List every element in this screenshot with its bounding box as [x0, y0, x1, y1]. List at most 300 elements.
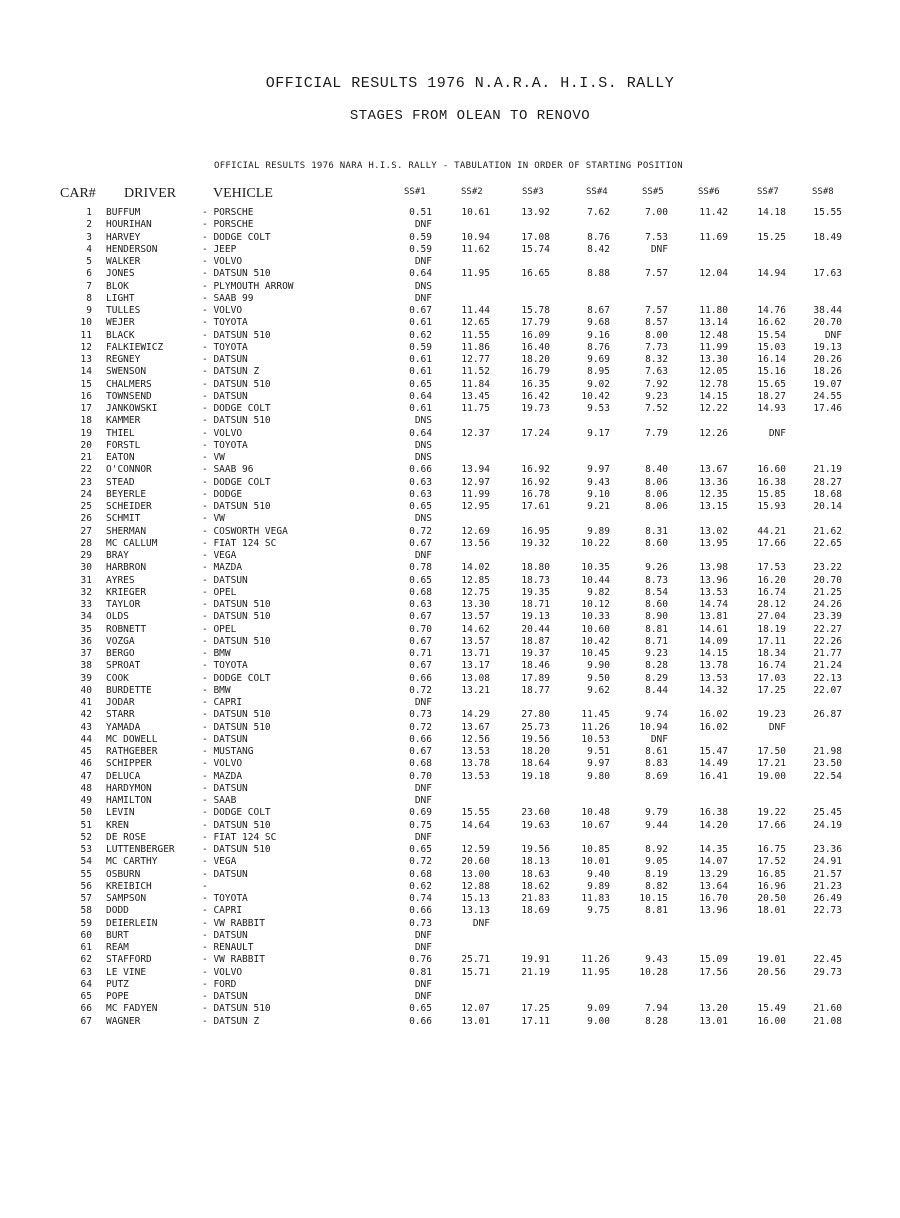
car-number: 2	[86, 219, 92, 231]
stage-time-ss1: 0.67	[409, 746, 432, 757]
stage-time-ss1: DNF	[414, 782, 432, 794]
stage-time-ss3: 19.63	[521, 819, 550, 831]
stage-time-ss5: 7.73	[645, 341, 668, 353]
stage-time-ss1: 0.63	[409, 488, 432, 500]
vehicle-name: - DATSUN Z	[202, 366, 260, 378]
stage-time-ss6: 13.96	[699, 574, 728, 586]
stage-time-ss7: 16.74	[757, 660, 786, 672]
stage-time-ss5: 8.06	[645, 501, 668, 512]
stage-time-ss7: 20.56	[757, 966, 786, 978]
driver-name: MC CALLUM	[106, 537, 158, 549]
vehicle-name: - DATSUN 510	[202, 819, 271, 831]
stage-time-ss1: 0.66	[409, 733, 432, 745]
driver-name: BRAY	[106, 550, 129, 561]
car-number: 13	[80, 354, 92, 365]
car-number: 29	[80, 550, 92, 561]
stage-time-ss3: 17.08	[521, 231, 550, 243]
stage-time-ss3: 18.13	[521, 856, 550, 868]
stage-time-ss3: 17.11	[521, 1015, 550, 1027]
stage-time-ss6: 14.15	[699, 648, 728, 659]
driver-name: STEAD	[106, 476, 135, 488]
stage-time-ss3: 19.18	[521, 770, 550, 782]
stage-time-ss1: 0.61	[409, 366, 432, 378]
stage-time-ss8: 22.07	[813, 684, 842, 696]
stage-time-ss5: 8.54	[645, 586, 668, 598]
stage-time-ss4: 10.22	[581, 537, 610, 549]
stage-time-ss3: 18.63	[521, 868, 550, 880]
stage-time-ss1: 0.65	[409, 501, 432, 512]
vehicle-name: - FORD	[202, 978, 237, 990]
table-row	[0, 366, 900, 378]
stage-time-ss4: 9.21	[587, 501, 610, 512]
stage-time-ss6: 13.96	[699, 905, 728, 917]
stage-time-ss3: 27.80	[521, 709, 550, 721]
stage-time-ss7: 14.93	[757, 403, 786, 414]
stage-time-ss5: 7.79	[645, 427, 668, 439]
stage-time-ss8: 15.55	[813, 207, 842, 218]
stage-time-ss6: 13.98	[699, 562, 728, 574]
vehicle-name: - TOYOTA	[202, 341, 248, 353]
stage-time-ss1: DNF	[414, 831, 432, 843]
vehicle-name: - SAAB 99	[202, 292, 254, 304]
table-row	[0, 893, 900, 905]
driver-name: WEJER	[106, 317, 135, 329]
driver-name: MC FADYEN	[106, 1003, 158, 1015]
stage-time-ss8: 21.98	[813, 746, 842, 757]
stage-time-ss7: 17.50	[757, 746, 786, 757]
stage-time-ss2: 12.97	[461, 476, 490, 488]
stage-time-ss2: 11.95	[461, 268, 490, 280]
stage-time-ss1: 0.59	[409, 231, 432, 243]
vehicle-name: - VEGA	[202, 856, 237, 868]
stage-time-ss7: 17.03	[757, 672, 786, 684]
stage-time-ss1: 0.51	[409, 207, 432, 218]
stage-time-ss1: DNF	[414, 978, 432, 990]
stage-time-ss4: 9.00	[587, 1015, 610, 1027]
driver-name: COOK	[106, 672, 129, 684]
stage-time-ss1: DNF	[414, 795, 432, 806]
table-row	[0, 734, 900, 746]
stage-time-ss5: 7.63	[645, 366, 668, 378]
stage-time-ss6: 14.61	[699, 623, 728, 635]
stage-time-ss2: 13.67	[461, 721, 490, 733]
driver-name: DEIERLEIN	[106, 917, 158, 929]
stage-time-ss5: 9.05	[645, 856, 668, 868]
driver-name: OLDS	[106, 611, 129, 623]
driver-name: WAGNER	[106, 1015, 141, 1027]
header-ss8: SS#8	[812, 187, 834, 197]
driver-name: LUTTENBERGER	[106, 844, 175, 855]
stage-time-ss2: 12.65	[461, 317, 490, 329]
stage-time-ss1: 0.74	[409, 893, 432, 904]
stage-time-ss1: 0.66	[409, 464, 432, 476]
table-row	[0, 709, 900, 721]
stage-time-ss5: 8.00	[645, 329, 668, 341]
car-number: 52	[80, 831, 92, 843]
stage-time-ss5: 8.32	[645, 354, 668, 365]
vehicle-name: - VOLVO	[202, 758, 243, 770]
vehicle-name: - DATSUN 510	[202, 268, 271, 280]
stage-time-ss5: 8.60	[645, 599, 668, 610]
table-row	[0, 697, 900, 709]
stage-time-ss1: DNF	[414, 219, 432, 231]
stage-time-ss4: 10.85	[581, 844, 610, 855]
table-row	[0, 991, 900, 1003]
driver-name: SAMPSON	[106, 893, 147, 904]
stage-time-ss8: 18.68	[813, 488, 842, 500]
stage-time-ss8: 18.49	[813, 231, 842, 243]
driver-name: DODD	[106, 905, 129, 917]
table-row	[0, 379, 900, 391]
driver-name: HARBRON	[106, 562, 147, 574]
stage-time-ss6: 13.01	[699, 1015, 728, 1027]
stage-time-ss4: 9.50	[587, 672, 610, 684]
stage-time-ss8: 24.55	[813, 390, 842, 402]
stage-time-ss7: 15.85	[757, 488, 786, 500]
vehicle-name: - VW RABBIT	[202, 954, 265, 966]
stage-time-ss5: 9.44	[645, 819, 668, 831]
car-number: 51	[80, 819, 92, 831]
stage-time-ss4: 9.17	[587, 427, 610, 439]
table-row	[0, 599, 900, 611]
results-title: OFFICIAL RESULTS 1976 N.A.R.A. H.I.S. RALLY	[265, 75, 675, 92]
stage-time-ss3: 19.35	[521, 586, 550, 598]
driver-name: SCHIPPER	[106, 758, 152, 770]
vehicle-name: - DATSUN 510	[202, 635, 271, 647]
stage-time-ss4: 9.80	[587, 770, 610, 782]
stage-time-ss7: 16.74	[757, 586, 786, 598]
table-row	[0, 820, 900, 832]
header-ss7: SS#7	[757, 187, 779, 197]
stage-time-ss4: 10.45	[581, 648, 610, 659]
stage-time-ss4: 9.09	[587, 1003, 610, 1015]
stage-time-ss5: 7.52	[645, 403, 668, 414]
car-number: 20	[80, 439, 92, 451]
stage-time-ss4: 10.44	[581, 574, 610, 586]
car-number: 28	[80, 537, 92, 549]
car-number: 36	[80, 635, 92, 647]
stage-time-ss6: 13.67	[699, 464, 728, 476]
stage-time-ss3: 19.13	[521, 611, 550, 623]
stage-time-ss7: 16.62	[757, 317, 786, 329]
stage-time-ss1: 0.81	[409, 966, 432, 978]
stage-time-ss2: 12.77	[461, 354, 490, 365]
stage-time-ss8: 24.26	[813, 599, 842, 610]
stage-time-ss7: 27.04	[757, 611, 786, 623]
stage-time-ss3: 18.71	[521, 599, 550, 610]
table-row	[0, 807, 900, 819]
table-row	[0, 452, 900, 464]
stage-time-ss4: 9.89	[587, 525, 610, 537]
stage-time-ss7: 28.12	[757, 599, 786, 610]
stage-time-ss2: 14.62	[461, 623, 490, 635]
table-row	[0, 722, 900, 734]
vehicle-name: - DATSUN 510	[202, 709, 271, 721]
stage-time-ss7: 18.19	[757, 623, 786, 635]
stage-time-ss5: 8.61	[645, 746, 668, 757]
stage-time-ss8: 22.73	[813, 905, 842, 917]
stage-time-ss4: 10.60	[581, 623, 610, 635]
stage-time-ss6: 11.99	[699, 341, 728, 353]
stage-time-ss4: 9.97	[587, 464, 610, 476]
driver-name: REAM	[106, 942, 129, 953]
driver-name: VOZGA	[106, 635, 135, 647]
driver-name: DELUCA	[106, 770, 141, 782]
stage-time-ss1: 0.65	[409, 1003, 432, 1015]
vehicle-name: - FIAT 124 SC	[202, 831, 277, 843]
car-number: 27	[80, 525, 92, 537]
stage-time-ss7: 15.49	[757, 1003, 786, 1015]
table-row	[0, 403, 900, 415]
car-number: 45	[80, 746, 92, 757]
stage-time-ss8: 19.07	[813, 378, 842, 390]
car-number: 12	[80, 341, 92, 353]
stage-time-ss2: 12.88	[461, 880, 490, 892]
table-row	[0, 256, 900, 268]
car-number: 15	[80, 378, 92, 390]
stage-time-ss3: 17.25	[521, 1003, 550, 1015]
stage-time-ss7: 17.53	[757, 562, 786, 574]
stage-time-ss1: DNF	[414, 929, 432, 941]
stage-time-ss6: 13.64	[699, 880, 728, 892]
stage-time-ss2: 11.75	[461, 403, 490, 414]
stage-time-ss1: 0.66	[409, 905, 432, 917]
stage-time-ss4: 11.26	[581, 721, 610, 733]
stage-time-ss4: 9.10	[587, 488, 610, 500]
stage-time-ss2: 11.44	[461, 305, 490, 316]
stage-time-ss7: 44.21	[757, 525, 786, 537]
stage-time-ss1: 0.66	[409, 672, 432, 684]
stage-time-ss2: 12.95	[461, 501, 490, 512]
stage-time-ss4: 9.69	[587, 354, 610, 365]
driver-name: MC DOWELL	[106, 733, 158, 745]
stage-time-ss1: DNS	[414, 513, 432, 525]
stage-time-ss6: 14.74	[699, 599, 728, 610]
stage-time-ss5: 7.00	[645, 207, 668, 218]
stage-time-ss5: 8.81	[645, 905, 668, 917]
table-row	[0, 844, 900, 856]
stage-time-ss7: 17.21	[757, 758, 786, 770]
driver-name: HAMILTON	[106, 795, 152, 806]
stage-time-ss7: 16.60	[757, 464, 786, 476]
vehicle-name: - MAZDA	[202, 562, 243, 574]
stage-time-ss5: DNF	[650, 733, 668, 745]
results-table-body	[0, 207, 900, 1028]
car-number: 35	[80, 623, 92, 635]
stage-time-ss6: 13.53	[699, 586, 728, 598]
stage-time-ss3: 13.92	[521, 207, 550, 218]
stage-time-ss8: 38.44	[813, 305, 842, 316]
driver-name: BLACK	[106, 329, 135, 341]
stage-time-ss4: 10.67	[581, 819, 610, 831]
table-row	[0, 636, 900, 648]
stage-time-ss4: 9.75	[587, 905, 610, 917]
stage-time-ss8: 22.54	[813, 770, 842, 782]
table-row	[0, 930, 900, 942]
table-row	[0, 244, 900, 256]
stage-time-ss3: 16.09	[521, 329, 550, 341]
stage-time-ss3: 18.80	[521, 562, 550, 574]
stage-time-ss1: 0.69	[409, 807, 432, 819]
driver-name: TULLES	[106, 305, 141, 316]
car-number: 25	[80, 501, 92, 512]
driver-name: ROBNETT	[106, 623, 147, 635]
stage-time-ss3: 18.87	[521, 635, 550, 647]
car-number: 57	[80, 893, 92, 904]
stage-time-ss4: 7.62	[587, 207, 610, 218]
stage-time-ss3: 15.74	[521, 243, 550, 255]
stage-time-ss8: 23.22	[813, 562, 842, 574]
stage-time-ss2: 10.94	[461, 231, 490, 243]
driver-name: TAYLOR	[106, 599, 141, 610]
stage-time-ss4: 9.82	[587, 586, 610, 598]
stage-time-ss8: 20.26	[813, 354, 842, 365]
driver-name: KAMMER	[106, 415, 141, 427]
stage-time-ss6: 13.20	[699, 1003, 728, 1015]
car-number: 50	[80, 807, 92, 819]
stage-time-ss4: 9.43	[587, 476, 610, 488]
vehicle-name: - DODGE COLT	[202, 476, 271, 488]
stage-time-ss1: DNF	[414, 697, 432, 708]
stage-time-ss8: 28.27	[813, 476, 842, 488]
car-number: 65	[80, 991, 92, 1002]
stage-time-ss8: 18.26	[813, 366, 842, 378]
stage-time-ss5: 8.06	[645, 476, 668, 488]
driver-name: LIGHT	[106, 292, 135, 304]
stage-time-ss8: 20.70	[813, 574, 842, 586]
stage-time-ss6: 15.09	[699, 954, 728, 966]
stage-time-ss6: 12.05	[699, 366, 728, 378]
stage-time-ss7: 15.03	[757, 341, 786, 353]
stage-time-ss6: 12.35	[699, 488, 728, 500]
stage-time-ss1: 0.70	[409, 623, 432, 635]
table-row	[0, 513, 900, 525]
stage-time-ss6: 16.02	[699, 709, 728, 721]
driver-name: BERGO	[106, 648, 135, 659]
table-header	[0, 186, 900, 204]
stage-time-ss5: 8.90	[645, 611, 668, 623]
table-row	[0, 391, 900, 403]
vehicle-name: - JEEP	[202, 243, 237, 255]
vehicle-name: - DODGE COLT	[202, 807, 271, 819]
stage-time-ss8: 23.36	[813, 844, 842, 855]
driver-name: SWENSON	[106, 366, 147, 378]
stage-time-ss6: 16.41	[699, 770, 728, 782]
stage-time-ss5: 10.15	[639, 893, 668, 904]
stage-time-ss1: 0.72	[409, 721, 432, 733]
stage-time-ss2: 10.61	[461, 207, 490, 218]
stage-time-ss2: 13.08	[461, 672, 490, 684]
stage-time-ss7: 14.18	[757, 207, 786, 218]
car-number: 34	[80, 611, 92, 623]
stage-time-ss7: 15.25	[757, 231, 786, 243]
table-row	[0, 1016, 900, 1028]
stage-time-ss3: 17.89	[521, 672, 550, 684]
header-ss6: SS#6	[698, 187, 720, 197]
stage-time-ss3: 18.62	[521, 880, 550, 892]
stage-time-ss4: 11.45	[581, 709, 610, 721]
stage-time-ss6: 12.78	[699, 378, 728, 390]
driver-name: STAFFORD	[106, 954, 152, 966]
stage-time-ss5: 8.28	[645, 1015, 668, 1027]
driver-name: LE VINE	[106, 966, 147, 978]
stage-time-ss3: 19.56	[521, 733, 550, 745]
stage-time-ss6: 13.15	[699, 501, 728, 512]
stage-time-ss8: 23.50	[813, 758, 842, 770]
stage-time-ss1: 0.65	[409, 574, 432, 586]
driver-name: SPROAT	[106, 660, 141, 672]
stage-time-ss6: 12.04	[699, 268, 728, 280]
car-number: 14	[80, 366, 92, 378]
stage-time-ss1: 0.67	[409, 660, 432, 672]
driver-name: KRIEGER	[106, 586, 147, 598]
stage-time-ss3: 23.60	[521, 807, 550, 819]
stage-time-ss1: 0.59	[409, 243, 432, 255]
driver-name: DE ROSE	[106, 831, 147, 843]
stage-time-ss2: 12.75	[461, 586, 490, 598]
table-row	[0, 317, 900, 329]
vehicle-name: - DATSUN 510	[202, 501, 271, 512]
car-number: 67	[80, 1015, 92, 1027]
car-number: 55	[80, 868, 92, 880]
stage-time-ss3: 16.92	[521, 464, 550, 476]
stage-time-ss2: 13.56	[461, 537, 490, 549]
vehicle-name: - MUSTANG	[202, 746, 254, 757]
table-row	[0, 746, 900, 758]
stage-time-ss4: 8.67	[587, 305, 610, 316]
car-number: 47	[80, 770, 92, 782]
stage-time-ss7: 19.23	[757, 709, 786, 721]
table-row	[0, 856, 900, 868]
stage-time-ss2: 11.84	[461, 378, 490, 390]
car-number: 7	[86, 280, 92, 292]
stage-time-ss8: 20.14	[813, 501, 842, 512]
stage-time-ss6: 14.32	[699, 684, 728, 696]
header-ss2: SS#2	[461, 187, 483, 197]
vehicle-name: - OPEL	[202, 623, 237, 635]
stage-time-ss2: 11.86	[461, 341, 490, 353]
stage-time-ss8: 22.65	[813, 537, 842, 549]
stage-time-ss8: 21.19	[813, 464, 842, 476]
stage-time-ss2: 13.71	[461, 648, 490, 659]
stage-time-ss3: 16.35	[521, 378, 550, 390]
stage-time-ss8: 20.70	[813, 317, 842, 329]
driver-name: CHALMERS	[106, 378, 152, 390]
table-row	[0, 795, 900, 807]
stage-time-ss3: 16.42	[521, 390, 550, 402]
stage-time-ss4: 11.95	[581, 966, 610, 978]
vehicle-name: - DATSUN 510	[202, 599, 271, 610]
stage-time-ss6: 14.20	[699, 819, 728, 831]
driver-name: BEYERLE	[106, 488, 147, 500]
stage-time-ss1: 0.76	[409, 954, 432, 966]
stage-time-ss3: 18.73	[521, 574, 550, 586]
table-row	[0, 293, 900, 305]
stage-time-ss7: 19.22	[757, 807, 786, 819]
stage-time-ss6: 16.38	[699, 807, 728, 819]
stage-time-ss2: DNF	[472, 917, 490, 929]
stage-time-ss8: 21.77	[813, 648, 842, 659]
vehicle-name: - DODGE	[202, 488, 243, 500]
stage-time-ss4: 10.42	[581, 390, 610, 402]
car-number: 64	[80, 978, 92, 990]
stage-time-ss3: 15.78	[521, 305, 550, 316]
stage-time-ss5: 8.19	[645, 868, 668, 880]
stage-time-ss1: 0.75	[409, 819, 432, 831]
stage-time-ss5: 8.06	[645, 488, 668, 500]
driver-name: EATON	[106, 452, 135, 463]
table-row	[0, 207, 900, 219]
